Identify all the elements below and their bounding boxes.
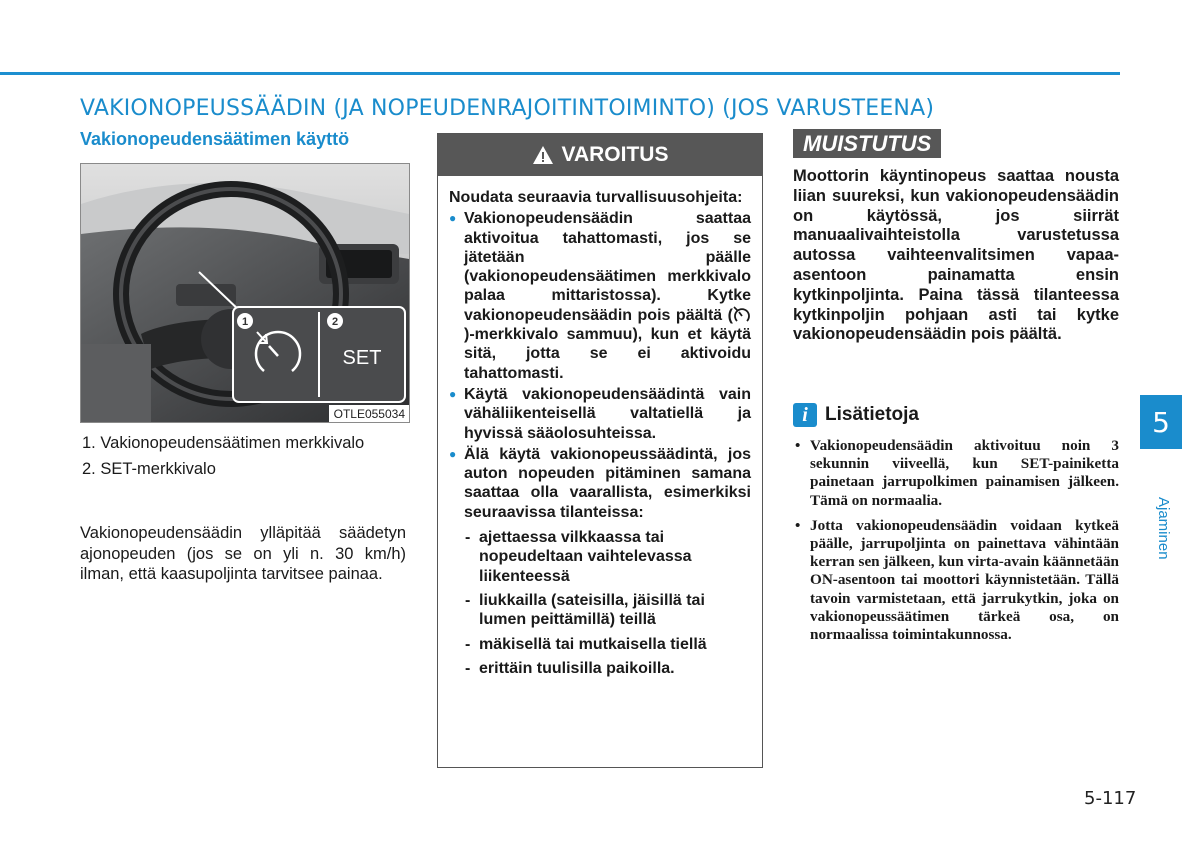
condition-list xyxy=(464,528,751,678)
info-item: • Jotta vakionopeudensäädin voidaan kytkeä päälle, jarrupoljinta on painettava vähintään kerran sen jälkeen, kun virta-avain käännetään ON-asentoon tai moottori käynnistetään. Tällä tavoin varmistetaan, että jarrukytkin, joka on vakionopeussäätimen tärkeä osa, on normaalissa toimintakunnossa. xyxy=(793,517,1119,644)
warning-box xyxy=(437,133,763,768)
condition-item: - mäkisellä tai mutkaisella tiellä xyxy=(464,635,751,654)
info-item: • Vakionopeudensäädin aktivoituu noin 3 sekunnin viiveellä, kun SET-painiketta painetaan jarrupolkimen painamisen jälkeen. Tämä on normaalia. xyxy=(793,437,1119,510)
warning-list xyxy=(449,209,751,678)
warning-item: ● Älä käytä vakionopeussäädintä, jos auton nopeuden pitäminen samana saattaa olla vaarallista, esimerkiksi seuraavissa tilanteissa: - ajettaessa vilkkaassa tai nopeudeltaan vaihtelevassa liikenteessä - liukkailla (sateisilla, jäisillä tai lumen peittämillä) teillä - mäkisellä tai mutkaisella tiellä - erittäin tuulisilla paikoilla. xyxy=(449,445,751,678)
warning-item: ● Vakionopeudensäädin saattaa aktivoitua tahattomasti, jos se jätetään päälle (vakionopeudensäätimen merkkivalo palaa mittaristossa). Kytke vakionopeudensäädin pois päältä ()-merkkivalo sammuu), kun et käytä sitä, jotta se ei aktivoidu tahattomasti. xyxy=(449,209,751,383)
warning-body xyxy=(438,176,762,678)
page-number: 5-117 xyxy=(1084,788,1137,809)
warning-triangle-icon xyxy=(532,145,554,165)
callout-2: 2 xyxy=(331,316,339,328)
condition-item: - ajettaessa vilkkaassa tai nopeudeltaan vaihtelevassa liikenteessä xyxy=(464,528,751,586)
body-paragraph: Vakionopeudensäädin ylläpitää säädetyn ajonopeuden (jos se on yli n. 30 km/h) ilman, että kaasupoljinta tarvitsee painaa. xyxy=(80,524,406,583)
notice-title: MUISTUTUS xyxy=(793,129,941,158)
chapter-name: Ajaminen xyxy=(1155,496,1172,560)
figure-legend xyxy=(82,433,408,485)
figure-code: OTLE055034 xyxy=(329,405,409,422)
dashboard-photo xyxy=(80,163,410,423)
warning-item: ● Käytä vakionopeudensäädintä vain vähäliikenteisellä valtatiellä ja hyvissä sääolosuhteissa. xyxy=(449,385,751,443)
legend-item: 2. SET-merkkivalo xyxy=(82,460,216,478)
section-title: Vakionopeudensäätimen käyttö xyxy=(80,129,350,149)
legend-item: 1. Vakionopeudensäätimen merkkivalo xyxy=(82,434,365,452)
warning-intro: Noudata seuraavia turvallisuusohjeita: xyxy=(449,189,743,206)
callout-1: 1 xyxy=(241,316,249,328)
info-heading xyxy=(793,403,919,427)
info-list xyxy=(793,437,1119,651)
steering-wheel-illustration xyxy=(81,164,409,422)
condition-item: - liukkailla (sateisilla, jäisillä tai lumen peittämillä) teillä xyxy=(464,591,751,630)
condition-item: - erittäin tuulisilla paikoilla. xyxy=(464,659,751,678)
notice-text: Moottorin käyntinopeus saattaa nousta liian suureksi, kun vakionopeudensäädin on käytössä, jos siirrät manuaalivaihteistolla varustetussa autossa vaihteenvalitsimen vapaa-asentoon painamatta ensin kytkinpoljinta. Paina tässä tilanteessa kytkinpoljin pohjaan asti tai kytke vakionopeudensäädin pois päältä. xyxy=(793,167,1119,344)
page-title: VAKIONOPEUSSÄÄDIN (JA NOPEUDENRAJOITINTOIMINTO) (JOS VARUSTEENA) xyxy=(80,96,935,121)
top-rule xyxy=(0,72,1120,75)
cruise-indicator-icon xyxy=(733,306,751,323)
set-label: SET xyxy=(342,347,382,369)
chapter-tab: 5 xyxy=(1140,395,1182,449)
info-icon: i xyxy=(793,403,817,427)
info-title: Lisätietoja xyxy=(825,404,919,425)
warning-header xyxy=(438,134,762,176)
warning-title: VAROITUS xyxy=(561,143,669,166)
